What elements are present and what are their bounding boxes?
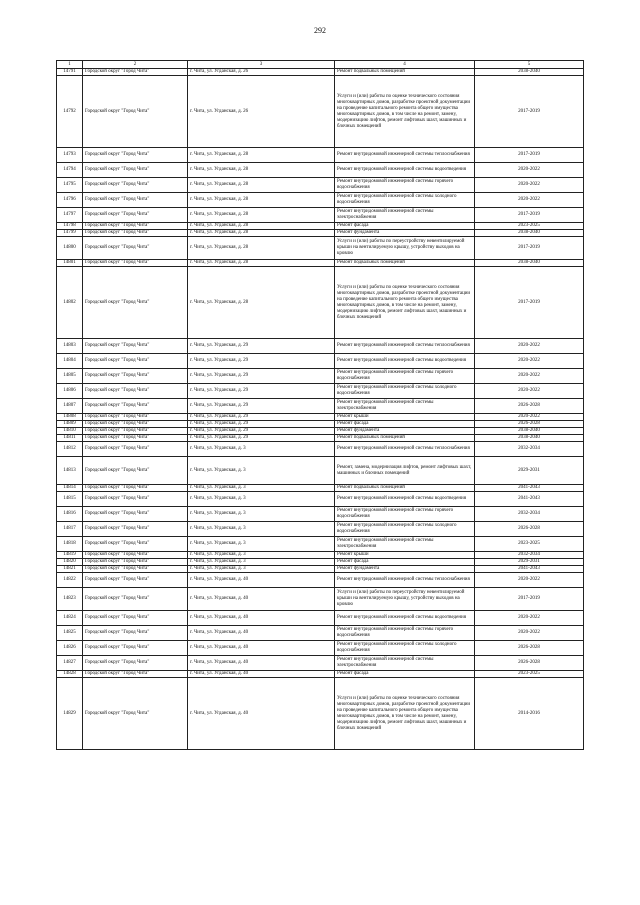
- municipality-cell: Городской округ "Город Чита": [83, 223, 188, 230]
- municipality-cell: Городской округ "Город Чита": [83, 354, 188, 369]
- row-number-cell: 14825: [57, 626, 83, 641]
- row-number-cell: 14801: [57, 260, 83, 267]
- row-number-cell: 14810: [57, 428, 83, 435]
- period-cell: 2017-2019: [475, 148, 584, 163]
- row-number-cell: 14793: [57, 148, 83, 163]
- row-number-cell: 14826: [57, 641, 83, 656]
- municipality-cell: Городской округ "Город Чита": [83, 178, 188, 193]
- table-row: [57, 260, 584, 267]
- row-number-cell: 14827: [57, 656, 83, 671]
- address-cell: г. Чита, ул. Угданская, д. 29: [188, 384, 335, 399]
- period-cell: 2026-2028: [475, 399, 584, 414]
- row-number-cell: 14821: [57, 566, 83, 573]
- table-row: [57, 369, 584, 384]
- address-cell: г. Чита, ул. Угданская, д. 29: [188, 339, 335, 354]
- row-number-cell: 14816: [57, 507, 83, 522]
- address-cell: г. Чита, ул. Угданская, д. 28: [188, 267, 335, 339]
- address-cell: г. Чита, ул. Угданская, д. 26: [188, 76, 335, 148]
- address-cell: г. Чита, ул. Угданская, д. 28: [188, 178, 335, 193]
- work-type-cell: Ремонт фасада: [335, 223, 475, 230]
- column-header: 1: [57, 61, 83, 69]
- period-cell: 2020-2022: [475, 193, 584, 208]
- row-number-cell: 14799: [57, 230, 83, 237]
- address-cell: г. Чита, ул. Угданская, д. 3: [188, 492, 335, 507]
- period-cell: 2026-2028: [475, 656, 584, 671]
- column-header: 5: [475, 61, 584, 69]
- address-cell: г. Чита, ул. Угданская, д. 3: [188, 457, 335, 485]
- period-cell: 2041-2043: [475, 566, 584, 573]
- address-cell: г. Чита, ул. Угданская, д. 28: [188, 148, 335, 163]
- table-row: [57, 267, 584, 339]
- work-type-cell: Ремонт внутридомовой инженерной системы водоотведения: [335, 163, 475, 178]
- municipality-cell: Городской округ "Город Чита": [83, 76, 188, 148]
- table-row: [57, 522, 584, 537]
- period-cell: 2029-2031: [475, 457, 584, 485]
- municipality-cell: Городской округ "Город Чита": [83, 522, 188, 537]
- row-number-cell: 14814: [57, 485, 83, 492]
- table-row: [57, 421, 584, 428]
- work-type-cell: Ремонт подвальных помещений: [335, 485, 475, 492]
- work-type-cell: Ремонт внутридомовой инженерной системы электроснабжения: [335, 208, 475, 223]
- row-number-cell: 14820: [57, 559, 83, 566]
- table-row: [57, 399, 584, 414]
- row-number-cell: 14797: [57, 208, 83, 223]
- row-number-cell: 14798: [57, 223, 83, 230]
- work-type-cell: Ремонт внутридомовой инженерной системы горячего водоснабжения: [335, 507, 475, 522]
- table-row: [57, 76, 584, 148]
- address-cell: г. Чита, ул. Угданская, д. 26: [188, 69, 335, 76]
- municipality-cell: Городской округ "Город Чита": [83, 641, 188, 656]
- work-type-cell: Ремонт внутридомовой инженерной системы холодного водоснабжения: [335, 193, 475, 208]
- address-cell: г. Чита, ул. Угданская, д. 29: [188, 435, 335, 442]
- row-number-cell: 14807: [57, 399, 83, 414]
- address-cell: г. Чита, ул. Угданская, д. 40: [188, 671, 335, 678]
- period-cell: 2038-2040: [475, 69, 584, 76]
- period-cell: 2041-2043: [475, 485, 584, 492]
- address-cell: г. Чита, ул. Угданская, д. 28: [188, 163, 335, 178]
- period-cell: 2020-2022: [475, 339, 584, 354]
- address-cell: г. Чита, ул. Угданская, д. 3: [188, 522, 335, 537]
- work-type-cell: Ремонт фасада: [335, 421, 475, 428]
- address-cell: г. Чита, ул. Угданская, д. 3: [188, 537, 335, 552]
- address-cell: г. Чита, ул. Угданская, д. 40: [188, 588, 335, 611]
- table-row: [57, 163, 584, 178]
- work-type-cell: Ремонт внутридомовой инженерной системы холодного водоснабжения: [335, 384, 475, 399]
- row-number-cell: 14811: [57, 435, 83, 442]
- address-cell: г. Чита, ул. Угданская, д. 3: [188, 485, 335, 492]
- period-cell: 2017-2019: [475, 267, 584, 339]
- address-cell: г. Чита, ул. Угданская, д. 28: [188, 223, 335, 230]
- work-type-cell: Услуги и (или) работы по оценке технического состояния многоквартирных домов, разработке проектной документации на проведение капитального ремонта общего имущества многоквартирных домов, в том числе на ремонт, замену, модернизацию лифтов, ремонт лифтовых шахт, машинных и блочных помещений: [335, 678, 475, 750]
- period-cell: 2017-2019: [475, 76, 584, 148]
- period-cell: 2020-2022: [475, 163, 584, 178]
- work-type-cell: Ремонт внутридомовой инженерной системы электроснабжения: [335, 537, 475, 552]
- row-number-cell: 14813: [57, 457, 83, 485]
- table-row: [57, 566, 584, 573]
- row-number-cell: 14824: [57, 611, 83, 626]
- municipality-cell: Городской округ "Город Чита": [83, 208, 188, 223]
- capital-repair-table: [56, 60, 584, 750]
- row-number-cell: 14823: [57, 588, 83, 611]
- address-cell: г. Чита, ул. Угданская, д. 28: [188, 208, 335, 223]
- address-cell: г. Чита, ул. Угданская, д. 28: [188, 237, 335, 260]
- table-row: [57, 442, 584, 457]
- municipality-cell: Городской округ "Город Чита": [83, 193, 188, 208]
- row-number-cell: 14817: [57, 522, 83, 537]
- row-number-cell: 14815: [57, 492, 83, 507]
- municipality-cell: Городской округ "Город Чита": [83, 435, 188, 442]
- work-type-cell: Ремонт подвальных помещений: [335, 69, 475, 76]
- period-cell: 2020-2022: [475, 354, 584, 369]
- address-cell: г. Чита, ул. Угданская, д. 40: [188, 641, 335, 656]
- municipality-cell: Городской округ "Город Чита": [83, 69, 188, 76]
- table-row: [57, 354, 584, 369]
- work-type-cell: Ремонт внутридомовой инженерной системы теплоснабжения: [335, 573, 475, 588]
- period-cell: 2032-2034: [475, 552, 584, 559]
- municipality-cell: Городской округ "Город Чита": [83, 442, 188, 457]
- municipality-cell: Городской округ "Город Чита": [83, 399, 188, 414]
- period-cell: 2017-2019: [475, 588, 584, 611]
- table-row: [57, 435, 584, 442]
- municipality-cell: Городской округ "Город Чита": [83, 492, 188, 507]
- municipality-cell: Городской округ "Город Чита": [83, 339, 188, 354]
- table-row: [57, 552, 584, 559]
- table-row: [57, 573, 584, 588]
- work-type-cell: Ремонт фасада: [335, 671, 475, 678]
- address-cell: г. Чита, ул. Угданская, д. 28: [188, 260, 335, 267]
- municipality-cell: Городской округ "Город Чита": [83, 260, 188, 267]
- address-cell: г. Чита, ул. Угданская, д. 29: [188, 354, 335, 369]
- column-header: 2: [83, 61, 188, 69]
- municipality-cell: Городской округ "Город Чита": [83, 485, 188, 492]
- municipality-cell: Городской округ "Город Чита": [83, 611, 188, 626]
- column-header: 3: [188, 61, 335, 69]
- row-number-cell: 14809: [57, 421, 83, 428]
- municipality-cell: Городской округ "Город Чита": [83, 552, 188, 559]
- period-cell: 2020-2022: [475, 626, 584, 641]
- table-row: [57, 559, 584, 566]
- address-cell: г. Чита, ул. Угданская, д. 40: [188, 656, 335, 671]
- period-cell: 2032-2034: [475, 442, 584, 457]
- row-number-cell: 14804: [57, 354, 83, 369]
- table-row: [57, 178, 584, 193]
- work-type-cell: Ремонт внутридомовой инженерной системы водоотведения: [335, 492, 475, 507]
- municipality-cell: Городской округ "Город Чита": [83, 369, 188, 384]
- table-row: [57, 237, 584, 260]
- address-cell: г. Чита, ул. Угданская, д. 29: [188, 421, 335, 428]
- work-type-cell: Ремонт подвальных помещений: [335, 435, 475, 442]
- municipality-cell: Городской округ "Город Чита": [83, 573, 188, 588]
- row-number-cell: 14805: [57, 369, 83, 384]
- table-body: [57, 69, 584, 750]
- row-number-cell: 14803: [57, 339, 83, 354]
- table-row: [57, 339, 584, 354]
- work-type-cell: Ремонт внутридомовой инженерной системы электроснабжения: [335, 399, 475, 414]
- table-row: [57, 678, 584, 750]
- municipality-cell: Городской округ "Город Чита": [83, 428, 188, 435]
- municipality-cell: Городской округ "Город Чита": [83, 656, 188, 671]
- row-number-cell: 14812: [57, 442, 83, 457]
- table-row: [57, 208, 584, 223]
- address-cell: г. Чита, ул. Угданская, д. 3: [188, 552, 335, 559]
- municipality-cell: Городской округ "Город Чита": [83, 566, 188, 573]
- table-row: [57, 611, 584, 626]
- table-row: [57, 223, 584, 230]
- row-number-cell: 14800: [57, 237, 83, 260]
- address-cell: г. Чита, ул. Угданская, д. 29: [188, 428, 335, 435]
- municipality-cell: Городской округ "Город Чита": [83, 671, 188, 678]
- period-cell: 2020-2022: [475, 573, 584, 588]
- municipality-cell: Городской округ "Город Чита": [83, 384, 188, 399]
- period-cell: 2023-2025: [475, 537, 584, 552]
- period-cell: 2020-2022: [475, 369, 584, 384]
- work-type-cell: Ремонт, замена, модернизация лифтов, ремонт лифтовых шахт, машинных и блочных помещений: [335, 457, 475, 485]
- municipality-cell: Городской округ "Город Чита": [83, 588, 188, 611]
- table-header: [57, 61, 584, 69]
- address-cell: г. Чита, ул. Угданская, д. 3: [188, 559, 335, 566]
- period-cell: 2014-2016: [475, 678, 584, 750]
- row-number-cell: 14795: [57, 178, 83, 193]
- address-cell: г. Чита, ул. Угданская, д. 29: [188, 414, 335, 421]
- period-cell: 2041-2043: [475, 492, 584, 507]
- address-cell: г. Чита, ул. Угданская, д. 28: [188, 230, 335, 237]
- table-row: [57, 230, 584, 237]
- row-number-cell: 14808: [57, 414, 83, 421]
- work-type-cell: Ремонт внутридомовой инженерной системы холодного водоснабжения: [335, 522, 475, 537]
- period-cell: 2020-2022: [475, 178, 584, 193]
- work-type-cell: Ремонт крыши: [335, 552, 475, 559]
- municipality-cell: Городской округ "Город Чита": [83, 457, 188, 485]
- period-cell: 2017-2019: [475, 237, 584, 260]
- period-cell: 2026-2028: [475, 421, 584, 428]
- municipality-cell: Городской округ "Город Чита": [83, 421, 188, 428]
- address-cell: г. Чита, ул. Угданская, д. 29: [188, 369, 335, 384]
- municipality-cell: Городской округ "Город Чита": [83, 148, 188, 163]
- table-row: [57, 537, 584, 552]
- table-row: [57, 588, 584, 611]
- work-type-cell: Ремонт фундамента: [335, 428, 475, 435]
- table-row: [57, 384, 584, 399]
- column-header: 4: [335, 61, 475, 69]
- work-type-cell: Ремонт фасада: [335, 559, 475, 566]
- address-cell: г. Чита, ул. Угданская, д. 3: [188, 507, 335, 522]
- row-number-cell: 14791: [57, 69, 83, 76]
- work-type-cell: Ремонт внутридомовой инженерной системы водоотведения: [335, 354, 475, 369]
- work-type-cell: Ремонт внутридомовой инженерной системы теплоснабжения: [335, 442, 475, 457]
- address-cell: г. Чита, ул. Угданская, д. 3: [188, 442, 335, 457]
- municipality-cell: Городской округ "Город Чита": [83, 230, 188, 237]
- row-number-cell: 14822: [57, 573, 83, 588]
- address-cell: г. Чита, ул. Угданская, д. 40: [188, 611, 335, 626]
- municipality-cell: Городской округ "Город Чита": [83, 507, 188, 522]
- table-row: [57, 626, 584, 641]
- work-type-cell: Ремонт внутридомовой инженерной системы холодного водоснабжения: [335, 641, 475, 656]
- work-type-cell: Услуги и (или) работы по оценке технического состояния многоквартирных домов, разработке проектной документации на проведение капитального ремонта общего имущества многоквартирных домов, в том числе на ремонт, замену, модернизацию лифтов, ремонт лифтовых шахт, машинных и блочных помещений: [335, 76, 475, 148]
- address-cell: г. Чита, ул. Угданская, д. 29: [188, 399, 335, 414]
- period-cell: 2029-2031: [475, 559, 584, 566]
- period-cell: 2032-2034: [475, 507, 584, 522]
- work-type-cell: Ремонт внутридомовой инженерной системы горячего водоснабжения: [335, 626, 475, 641]
- period-cell: 2020-2022: [475, 384, 584, 399]
- address-cell: г. Чита, ул. Угданская, д. 3: [188, 566, 335, 573]
- municipality-cell: Городской округ "Город Чита": [83, 267, 188, 339]
- municipality-cell: Городской округ "Город Чита": [83, 537, 188, 552]
- period-cell: 2038-2040: [475, 435, 584, 442]
- table-row: [57, 507, 584, 522]
- address-cell: г. Чита, ул. Угданская, д. 40: [188, 678, 335, 750]
- address-cell: г. Чита, ул. Угданская, д. 40: [188, 573, 335, 588]
- period-cell: 2023-2025: [475, 223, 584, 230]
- work-type-cell: Ремонт внутридомовой инженерной системы теплоснабжения: [335, 339, 475, 354]
- municipality-cell: Городской округ "Город Чита": [83, 678, 188, 750]
- table-row: [57, 492, 584, 507]
- period-cell: 2020-2022: [475, 414, 584, 421]
- address-cell: г. Чита, ул. Угданская, д. 40: [188, 626, 335, 641]
- table-row: [57, 671, 584, 678]
- row-number-cell: 14828: [57, 671, 83, 678]
- period-cell: 2038-2040: [475, 260, 584, 267]
- table-row: [57, 193, 584, 208]
- work-type-cell: Ремонт фундамента: [335, 230, 475, 237]
- table-row: [57, 428, 584, 435]
- row-number-cell: 14792: [57, 76, 83, 148]
- municipality-cell: Городской округ "Город Чита": [83, 163, 188, 178]
- work-type-cell: Ремонт фундамента: [335, 566, 475, 573]
- period-cell: 2020-2022: [475, 611, 584, 626]
- table-row: [57, 457, 584, 485]
- table-row: [57, 485, 584, 492]
- municipality-cell: Городской округ "Город Чита": [83, 237, 188, 260]
- row-number-cell: 14802: [57, 267, 83, 339]
- work-type-cell: Услуги и (или) работы по переустройству невентилируемой крыши на вентилируемую крышу, устройству выходов на кровлю: [335, 588, 475, 611]
- table-row: [57, 69, 584, 76]
- row-number-cell: 14796: [57, 193, 83, 208]
- page-number: 292: [314, 26, 326, 35]
- table-row: [57, 656, 584, 671]
- work-type-cell: Услуги и (или) работы по оценке технического состояния многоквартирных домов, разработке проектной документации на проведение капитального ремонта общего имущества многоквартирных домов, в том числе на ремонт, замену, модернизацию лифтов, ремонт лифтовых шахт, машинных и блочных помещений: [335, 267, 475, 339]
- row-number-cell: 14806: [57, 384, 83, 399]
- period-cell: 2026-2028: [475, 522, 584, 537]
- table-row: [57, 414, 584, 421]
- row-number-cell: 14818: [57, 537, 83, 552]
- period-cell: 2026-2028: [475, 641, 584, 656]
- table-row: [57, 641, 584, 656]
- work-type-cell: Ремонт внутридомовой инженерной системы горячего водоснабжения: [335, 369, 475, 384]
- work-type-cell: Ремонт внутридомовой инженерной системы теплоснабжения: [335, 148, 475, 163]
- period-cell: 2023-2025: [475, 671, 584, 678]
- row-number-cell: 14819: [57, 552, 83, 559]
- row-number-cell: 14794: [57, 163, 83, 178]
- period-cell: 2038-2040: [475, 428, 584, 435]
- work-type-cell: Ремонт внутридомовой инженерной системы водоотведения: [335, 611, 475, 626]
- work-type-cell: Ремонт внутридомовой инженерной системы горячего водоснабжения: [335, 178, 475, 193]
- address-cell: г. Чита, ул. Угданская, д. 28: [188, 193, 335, 208]
- work-type-cell: Ремонт подвальных помещений: [335, 260, 475, 267]
- table-row: [57, 148, 584, 163]
- municipality-cell: Городской округ "Город Чита": [83, 626, 188, 641]
- period-cell: 2038-2040: [475, 230, 584, 237]
- period-cell: 2017-2019: [475, 208, 584, 223]
- work-type-cell: Ремонт крыши: [335, 414, 475, 421]
- municipality-cell: Городской округ "Город Чита": [83, 414, 188, 421]
- row-number-cell: 14829: [57, 678, 83, 750]
- municipality-cell: Городской округ "Город Чита": [83, 559, 188, 566]
- work-type-cell: Услуги и (или) работы по переустройству невентилируемой крыши на вентилируемую крышу, устройству выходов на кровлю: [335, 237, 475, 260]
- header-row: [57, 61, 584, 69]
- work-type-cell: Ремонт внутридомовой инженерной системы электроснабжения: [335, 656, 475, 671]
